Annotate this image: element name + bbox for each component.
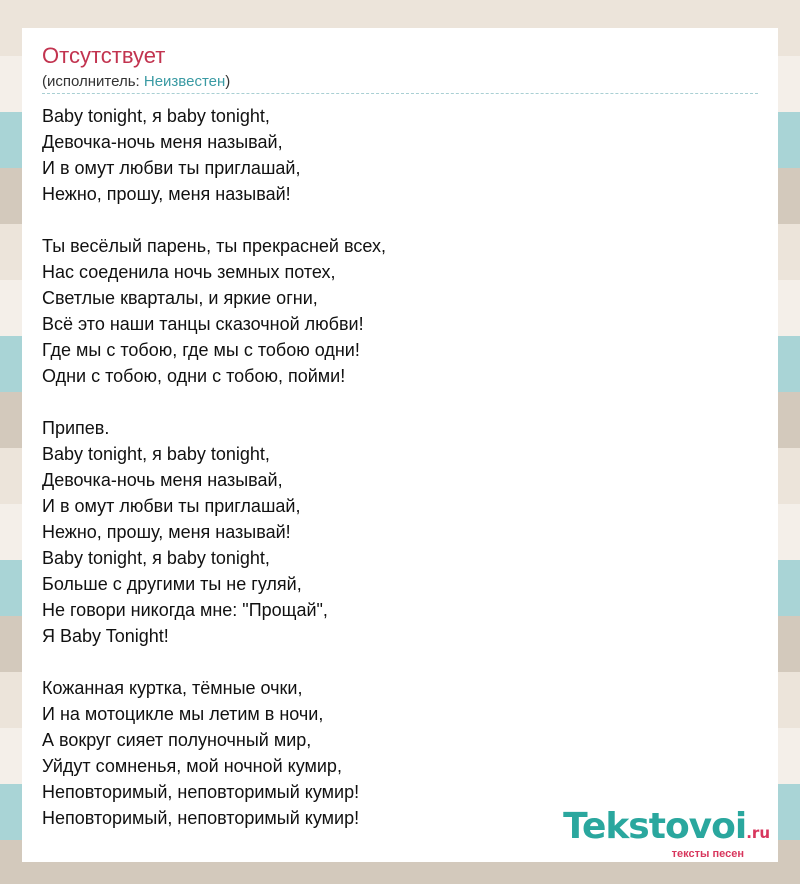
lyrics-line: Baby tonight, я baby tonight, [42,444,270,464]
lyrics-line: Неповторимый, неповторимый кумир! [42,782,360,802]
lyrics-line: И в омут любви ты приглашай, [42,496,301,516]
lyrics-line: Baby tonight, я baby tonight, [42,106,270,126]
lyrics-card [22,28,778,862]
lyrics-line: Одни с тобою, одни с тобою, пойми! [42,366,346,386]
lyrics-line: Кожанная куртка, тёмные очки, [42,678,303,698]
lyrics-line: Девочка-ночь меня называй, [42,470,283,490]
lyrics-line: Ты весёлый парень, ты прекрасней всех, [42,236,386,256]
lyrics-line: Девочка-ночь меня называй, [42,132,283,152]
artist-link[interactable]: Неизвестен [143,73,226,90]
lyrics-line: Припев. [42,418,110,438]
lyrics-line: А вокруг сияет полуночный мир, [42,730,312,750]
lyrics-line: Baby tonight, я baby tonight, [42,548,270,568]
lyrics-line: Нас соеденила ночь земных потех, [42,262,336,282]
lyrics-line: Уйдут сомненья, мой ночной кумир, [42,756,342,776]
lyrics-stanza [42,103,758,207]
lyrics-line: Светлые кварталы, и яркие огни, [42,288,318,308]
lyrics-line: Всё это наши танцы сказочной любви! [42,314,364,334]
logo-wordmark [563,808,770,852]
lyrics-line: Я Baby Tonight! [42,626,169,646]
logo-tagline: тексты песен [671,848,744,860]
artist-line [42,73,230,91]
lyrics-line: И в омут любви ты приглашай, [42,158,301,178]
lyrics-line: Нежно, прошу, меня называй! [42,184,291,204]
logo-name: Tekstovoi [563,806,747,847]
logo-tld: .ru [746,824,770,842]
song-title: Отсутствует [42,43,166,68]
header-divider [42,93,758,94]
lyrics-line: Нежно, прошу, меня называй! [42,522,291,542]
lyrics-body [42,103,758,857]
site-logo[interactable] [563,808,770,860]
lyrics-line: Неповторимый, неповторимый кумир! [42,808,360,828]
artist-prefix: (исполнитель: [42,73,144,90]
lyrics-line: Где мы с тобою, где мы с тобою одни! [42,340,360,360]
artist-suffix: ) [225,73,231,90]
lyrics-line: Больше с другими ты не гуляй, [42,574,302,594]
lyrics-line: Не говори никогда мне: "Прощай", [42,600,328,620]
lyrics-line: И на мотоцикле мы летим в ночи, [42,704,324,724]
lyrics-stanza [42,233,758,389]
lyrics-stanza [42,415,758,649]
